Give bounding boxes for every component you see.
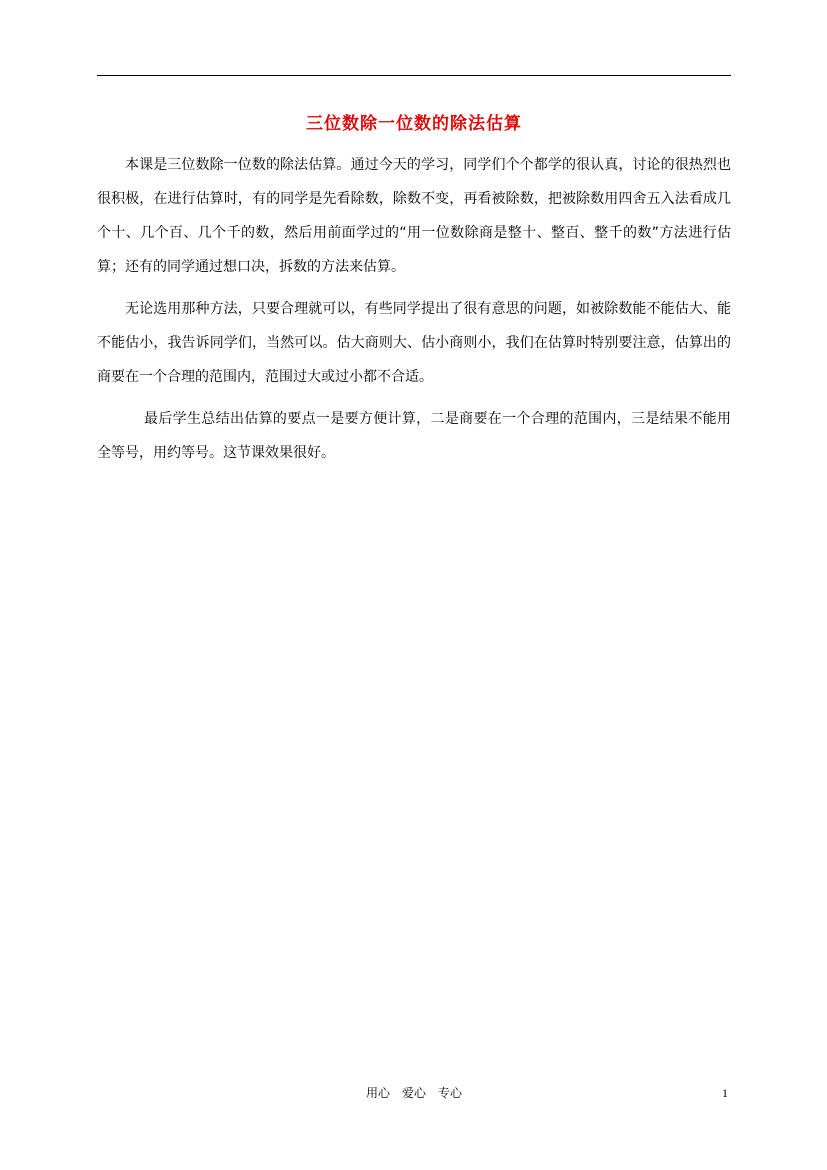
footer-motto: 用心 爱心 专心 (365, 1086, 462, 1100)
page-number: 1 (722, 1086, 728, 1100)
header-rule (97, 75, 731, 76)
paragraph-1: 本课是三位数除一位数的除法估算。通过今天的学习，同学们个个都学的很认真，讨论的很热烈也很积极，在进行估算时，有的同学是先看除数，除数不变，再看被除数，把被除数用四舍五入法看成几个十、几个百、几个千的数，然后用前面学过的“用一位数除商是整十、整百、整千的数”方法进行估算；还有的同学通过想口决，拆数的方法来估算。 (97, 157, 731, 275)
paragraph-3: 最后学生总结出估算的要点一是要方便计算，二是商要在一个合理的范围内，三是结果不能用全等号，用约等号。这节课效果很好。 (97, 411, 731, 461)
document-title: 三位数除一位数的除法估算 (306, 114, 522, 134)
paragraph-2: 无论选用那种方法，只要合理就可以，有些同学提出了很有意思的问题，如被除数能不能估大、能不能估小，我告诉同学们，当然可以。估大商则大、估小商则小，我们在估算时特别要注意，估算出的商要在一个合理的范围内，范围过大或过小都不合适。 (97, 301, 731, 385)
document-body (97, 148, 731, 470)
